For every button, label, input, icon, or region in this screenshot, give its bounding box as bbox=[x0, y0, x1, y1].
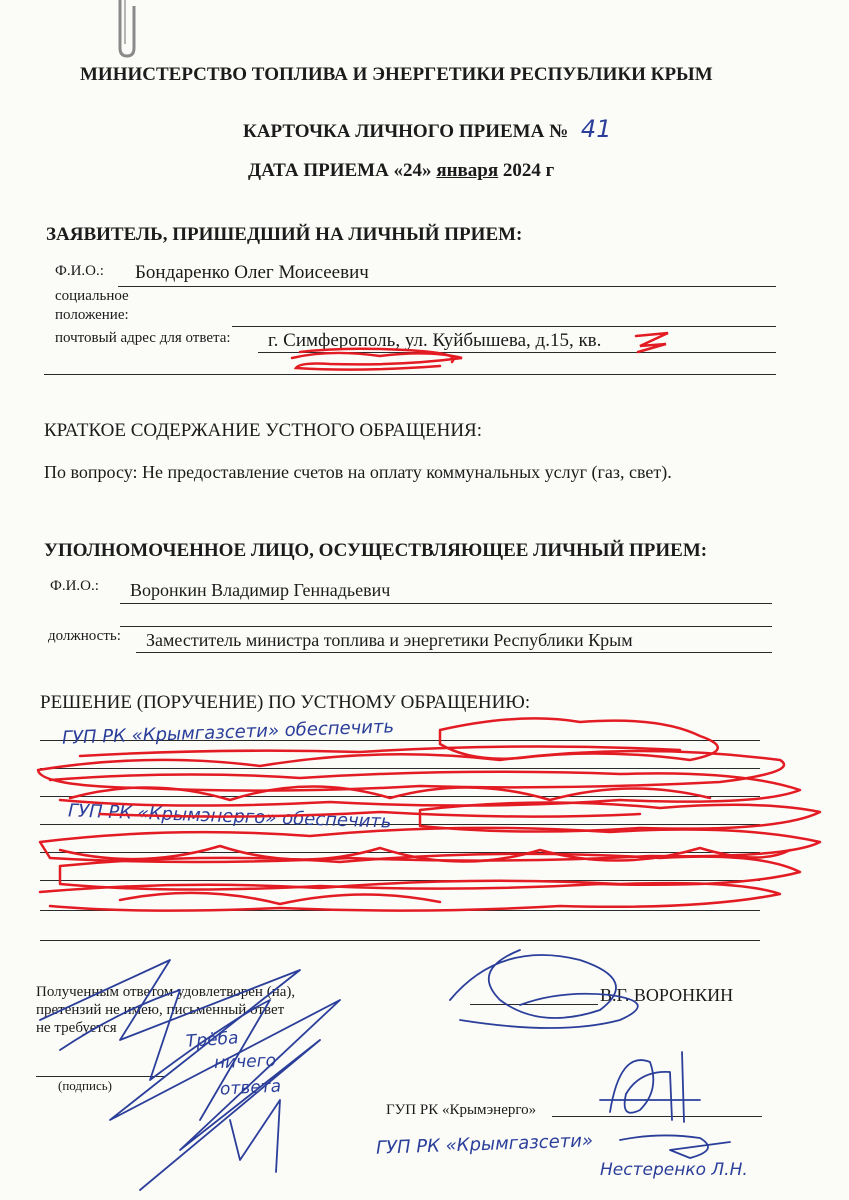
date-month: января bbox=[436, 160, 499, 181]
bottom-signature bbox=[620, 1135, 730, 1158]
position-label: должность: bbox=[48, 628, 121, 644]
hand-bottom: ГУП РК «Крымгазсети» bbox=[375, 1130, 594, 1159]
date-prefix: ДАТА ПРИЕМА «24» bbox=[248, 160, 432, 181]
summary-section-title: КРАТКОЕ СОДЕРЖАНИЕ УСТНОГО ОБРАЩЕНИЯ: bbox=[44, 420, 483, 441]
signer-name: В.Г. ВОРОНКИН bbox=[600, 985, 734, 1005]
card-number: 41 bbox=[580, 115, 612, 143]
applicant-section-title: ЗАЯВИТЕЛЬ, ПРИШЕДШИЙ НА ЛИЧНЫЙ ПРИЕМ: bbox=[46, 224, 523, 245]
decision-handwriting-1: ГУП РК «Крымгазсети» обеспечить bbox=[61, 716, 395, 749]
decision-section-title: РЕШЕНИЕ (ПОРУЧЕНИЕ) ПО УСТНОМУ ОБРАЩЕНИЮ: bbox=[40, 692, 531, 713]
applicant-signature-scribble bbox=[40, 960, 340, 1190]
satisfied-text-1: Полученным ответом удовлетворен (на), bbox=[36, 984, 296, 1000]
org-label: ГУП РК «Крымэнерго» bbox=[386, 1102, 537, 1118]
address-label: почтовый адрес для ответа: bbox=[55, 330, 231, 346]
official-fio-label: Ф.И.О.: bbox=[50, 578, 99, 594]
hand-signature-name: Нестеренко Л.Н. bbox=[600, 1160, 748, 1180]
satisfied-text-3: не требуется bbox=[36, 1020, 117, 1036]
social-label-1: социальное bbox=[55, 288, 129, 304]
official-fio-value: Воронкин Владимир Геннадьевич bbox=[130, 580, 391, 600]
position-value: Заместитель министра топлива и энергетики Республики Крым bbox=[146, 630, 633, 650]
date-year: 2024 г bbox=[502, 160, 555, 181]
official-section-title: УПОЛНОМОЧЕННОЕ ЛИЦО, ОСУЩЕСТВЛЯЮЩЕЕ ЛИЧНЫЙ ПРИЕМ: bbox=[44, 540, 708, 561]
ministry-title: МИНИСТЕРСТВО ТОПЛИВА И ЭНЕРГЕТИКИ РЕСПУБЛИКИ КРЫМ bbox=[80, 64, 713, 85]
voronkin-signature bbox=[450, 950, 638, 1028]
krymenergo-signature bbox=[600, 1052, 700, 1122]
applicant-fio-label: Ф.И.О.: bbox=[55, 263, 104, 279]
hand-left-3: ответа bbox=[219, 1076, 282, 1100]
address-value: г. Симферополь, ул. Куйбышева, д.15, кв. bbox=[268, 330, 602, 351]
hand-left-1: Трёба bbox=[185, 1028, 240, 1052]
summary-text: По вопросу: Не предоставление счетов на оплату коммунальных услуг (газ, свет). bbox=[44, 462, 672, 482]
decision-handwriting-2: ГУП РК «Крымэнерго» обеспечить bbox=[67, 800, 392, 833]
applicant-fio-value: Бондаренко Олег Моисеевич bbox=[135, 262, 369, 283]
card-title-label: КАРТОЧКА ЛИЧНОГО ПРИЕМА № bbox=[243, 121, 569, 142]
satisfied-text-2: претензий не имею, письменный ответ bbox=[36, 1002, 285, 1018]
social-label-2: положение: bbox=[55, 307, 129, 323]
signature-caption: (подпись) bbox=[58, 1078, 112, 1093]
hand-left-2: ничего bbox=[213, 1050, 277, 1074]
